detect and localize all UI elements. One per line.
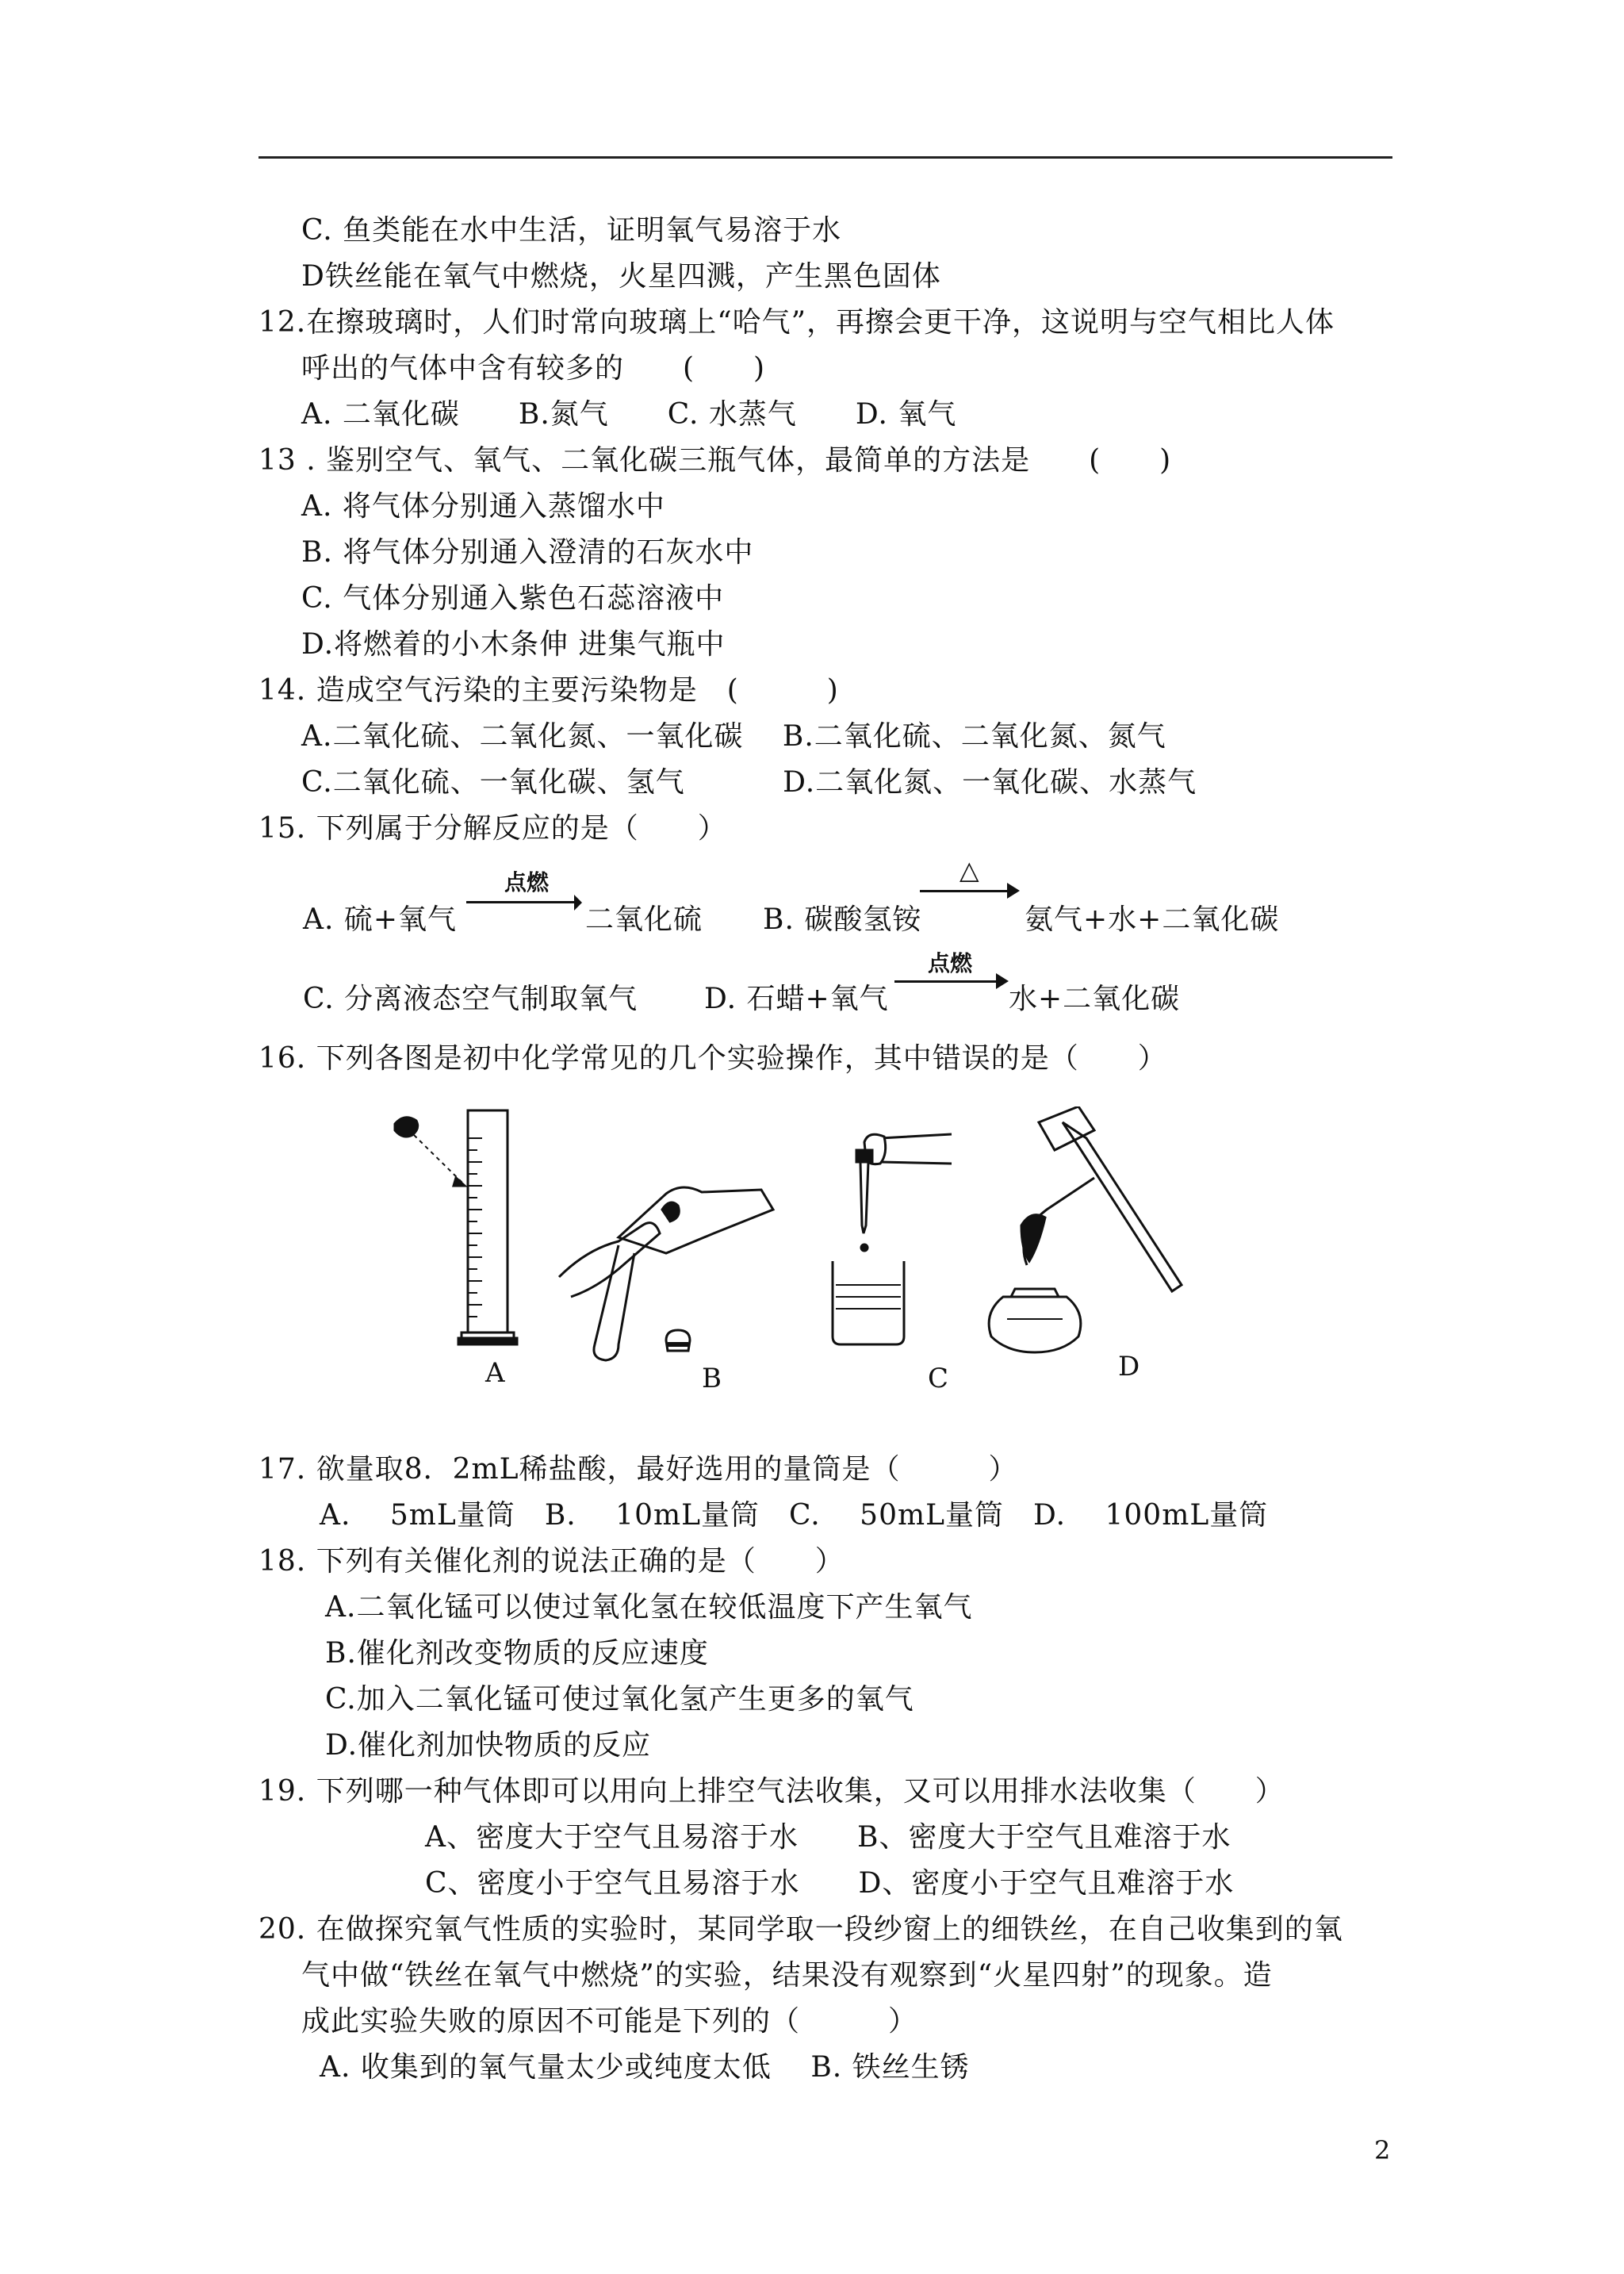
figure-b-pouring	[559, 1187, 773, 1360]
text-line: C、密度小于空气且易溶于水 D、密度小于空气且难溶于水	[425, 1867, 1235, 1900]
text-line: A.二氧化硫、二氧化氮、一氧化碳 B.二氧化硫、二氧化氮、氮气	[301, 720, 1166, 753]
text-line: D铁丝能在氧气中燃烧，火星四溅，产生黑色固体	[301, 260, 941, 293]
text-line: A.二氧化锰可以使过氧化氢在较低温度下产生氧气	[325, 1591, 973, 1624]
figure-d-heating	[989, 1106, 1182, 1352]
page-number: 2	[1374, 2135, 1391, 2165]
text-line: 19. 下列哪一种气体即可以用向上排空气法收集，又可以用排水法收集（ ）	[259, 1775, 1285, 1808]
text-line: 呼出的气体中含有较多的 ( )	[301, 352, 766, 385]
figure-c-dropper	[833, 1134, 952, 1344]
q15-a-left: A. 硫+氧气	[303, 903, 458, 936]
q15-d-condition: 点燃	[928, 950, 973, 976]
q15-a-right: 二氧化硫	[585, 903, 703, 936]
text-line: A. 二氧化碳 B.氮气 C. 水蒸气 D. 氧气	[301, 398, 957, 431]
q15-b-arrow	[920, 855, 1021, 906]
q15-d-arrow	[894, 952, 1010, 995]
q15-b-condition: △	[959, 855, 979, 885]
text-line: B.催化剂改变物质的反应速度	[325, 1637, 709, 1670]
text-line: 成此实验失败的原因不可能是下列的（ ）	[301, 2005, 918, 2038]
text-line: 气中做“铁丝在氧气中燃烧”的实验，结果没有观察到“火星四射”的现象。造	[301, 1959, 1273, 1992]
text-line: A、密度大于空气且易溶于水 B、密度大于空气且难溶于水	[425, 1821, 1231, 1854]
text-line: C.二氧化硫、一氧化碳、氢气 D.二氧化氮、一氧化碳、水蒸气	[301, 766, 1197, 799]
figure-a-cylinder	[395, 1110, 517, 1344]
text-line: A. 收集到的氧气量太少或纯度太低 B. 铁丝生锈	[320, 2051, 970, 2084]
text-line: 18. 下列有关催化剂的说法正确的是（ ）	[259, 1545, 845, 1578]
text-line: B. 将气体分别通入澄清的石灰水中	[301, 536, 754, 569]
q15-c: C. 分离液态空气制取氧气	[303, 983, 638, 1015]
text-line: D.将燃着的小木条伸 进集气瓶中	[301, 628, 726, 661]
text-line: 14. 造成空气污染的主要污染物是 ( )	[259, 674, 839, 707]
text-line: 13 . 鉴别空气、氧气、二氧化碳三瓶气体，最简单的方法是 ( )	[259, 444, 1172, 477]
text-line: 20. 在做探究氧气性质的实验时，某同学取一段纱窗上的细铁丝，在自己收集到的氧	[259, 1913, 1343, 1946]
text-line: 16. 下列各图是初中化学常见的几个实验操作，其中错误的是（ ）	[259, 1042, 1167, 1075]
q15-a-arrow	[466, 871, 585, 911]
figure-label-b: B	[702, 1363, 722, 1394]
figure-label-d: D	[1118, 1351, 1140, 1382]
text-line: D.催化剂加快物质的反应	[325, 1729, 652, 1762]
q15-d-left: D. 石蜡+氧气	[704, 983, 889, 1015]
text-line: A. 将气体分别通入蒸馏水中	[301, 490, 665, 523]
text-line: 12.在擦玻璃时，人们时常向玻璃上“哈气”，再擦会更干净，这说明与空气相比人体	[259, 306, 1335, 339]
text-line: C.加入二氧化锰可使过氧化氢产生更多的氧气	[325, 1683, 914, 1716]
text-line: C. 气体分别通入紫色石蕊溶液中	[301, 582, 725, 615]
q15-d-right: 水+二氧化碳	[1009, 983, 1181, 1015]
text-line: 17. 欲量取8．2mL稀盐酸，最好选用的量筒是（ ）	[259, 1453, 1018, 1486]
q15-b-left: B. 碳酸氢铵	[763, 903, 922, 936]
figure-label-a: A	[485, 1357, 505, 1389]
q15-b-right: 氨气+水+二氧化碳	[1025, 903, 1280, 936]
header-rule	[259, 156, 1392, 159]
text-line: A. 5mL量筒 B. 10mL量筒 C. 50mL量筒 D. 100mL量筒	[320, 1499, 1269, 1532]
text-line: C. 鱼类能在水中生活，证明氧气易溶于水	[301, 214, 842, 247]
text-line: 15. 下列属于分解反应的是（ ）	[259, 812, 727, 845]
lab-operations-drawing	[381, 1106, 1316, 1400]
lab-operations-figure	[381, 1106, 1316, 1400]
q15-a-condition: 点燃	[504, 869, 550, 895]
figure-label-c: C	[928, 1363, 949, 1394]
